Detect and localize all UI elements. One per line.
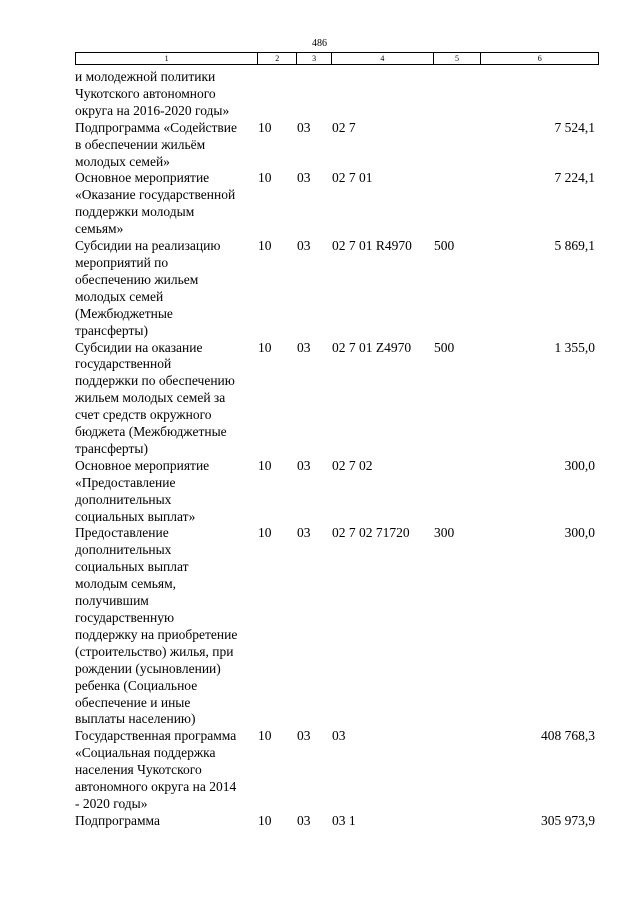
row-expense-type [434, 69, 482, 120]
header-col-2: 2 [258, 53, 297, 64]
row-name: Государственная программа «Социальная поддержка населения Чукотского автономного округа на 2014 - 2020 годы» [75, 728, 237, 811]
table-row [75, 458, 599, 526]
row-expense-type [434, 120, 482, 171]
row-target-code: 03 1 [332, 812, 356, 828]
row-subsection [297, 69, 332, 120]
table-row [75, 238, 599, 339]
header-col-4: 4 [332, 53, 434, 64]
header-col-1: 1 [76, 53, 258, 64]
row-expense-type: 500 [434, 238, 455, 254]
row-amount [482, 69, 599, 120]
row-expense-type [434, 728, 482, 813]
row-subsection: 03 [297, 457, 311, 473]
row-amount: 300,0 [564, 525, 595, 541]
row-amount: 1 355,0 [554, 339, 595, 355]
row-target-code: 03 [332, 728, 346, 744]
row-section: 10 [258, 457, 272, 473]
row-name: Подпрограмма [75, 812, 160, 828]
row-section: 10 [258, 812, 272, 828]
row-subsection: 03 [297, 525, 311, 541]
table-row [75, 69, 599, 120]
row-target-code: 02 7 01 R4970 [332, 238, 412, 254]
header-col-5: 5 [434, 53, 482, 64]
row-name: и молодежной политики Чукотского автономного округа на 2016-2020 годы» [75, 69, 230, 118]
row-target-code: 02 7 02 [332, 457, 373, 473]
row-target-code [332, 69, 434, 120]
row-name: Основное мероприятие «Предоставление дополнительных социальных выплат» [75, 457, 210, 524]
table-row [75, 728, 599, 813]
row-section: 10 [258, 170, 272, 186]
page-number: 486 [312, 38, 327, 49]
row-target-code: 02 7 02 71720 [332, 525, 410, 541]
row-subsection: 03 [297, 119, 311, 135]
row-subsection: 03 [297, 170, 311, 186]
row-amount: 7 224,1 [554, 170, 595, 186]
row-name: Субсидии на оказание государственной поддержки по обеспечению жильем молодых семей за счет средств окружного бюджета (Межбюджетные трансферты) [75, 339, 235, 456]
header-col-3: 3 [297, 53, 332, 64]
row-subsection: 03 [297, 812, 311, 828]
row-subsection: 03 [297, 339, 311, 355]
table-body [75, 69, 599, 830]
table-row [75, 170, 599, 238]
row-target-code: 02 7 01 Z4970 [332, 339, 412, 355]
row-section: 10 [258, 238, 272, 254]
row-expense-type [434, 170, 482, 238]
row-name: Основное мероприятие «Оказание государственной поддержки молодым семьям» [75, 170, 236, 237]
row-amount: 305 973,9 [541, 812, 595, 828]
row-subsection: 03 [297, 728, 311, 744]
row-expense-type: 500 [434, 339, 455, 355]
row-name: Предоставление дополнительных социальных выплат молодым семьям, получившим государственную поддержку на приобретение (строительство) жилья, при рождении (усыновлении) ребенка (Социальное обеспечение и иные выплаты населению) [75, 525, 238, 727]
row-target-code: 02 7 01 [332, 170, 373, 186]
row-section: 10 [258, 728, 272, 744]
row-amount: 300,0 [564, 457, 595, 473]
table-row [75, 340, 599, 458]
row-section: 10 [258, 339, 272, 355]
table-header [75, 52, 599, 65]
row-subsection: 03 [297, 238, 311, 254]
table-row [75, 525, 599, 728]
row-name: Субсидии на реализацию мероприятий по обеспечению жильем молодых семей (Межбюджетные трансферты) [75, 238, 221, 338]
row-amount: 7 524,1 [554, 119, 595, 135]
row-section: 10 [258, 119, 272, 135]
row-section: 10 [258, 525, 272, 541]
header-col-6: 6 [537, 54, 542, 63]
row-section [258, 69, 297, 120]
row-target-code: 02 7 [332, 119, 356, 135]
row-amount: 408 768,3 [541, 728, 595, 744]
row-expense-type [434, 458, 482, 526]
row-name: Подпрограмма «Содействие в обеспечении жильём молодых семей» [75, 119, 238, 169]
table-row [75, 120, 599, 171]
row-expense-type [434, 813, 482, 830]
row-expense-type: 300 [434, 525, 455, 541]
table-row [75, 813, 599, 830]
row-amount: 5 869,1 [554, 238, 595, 254]
